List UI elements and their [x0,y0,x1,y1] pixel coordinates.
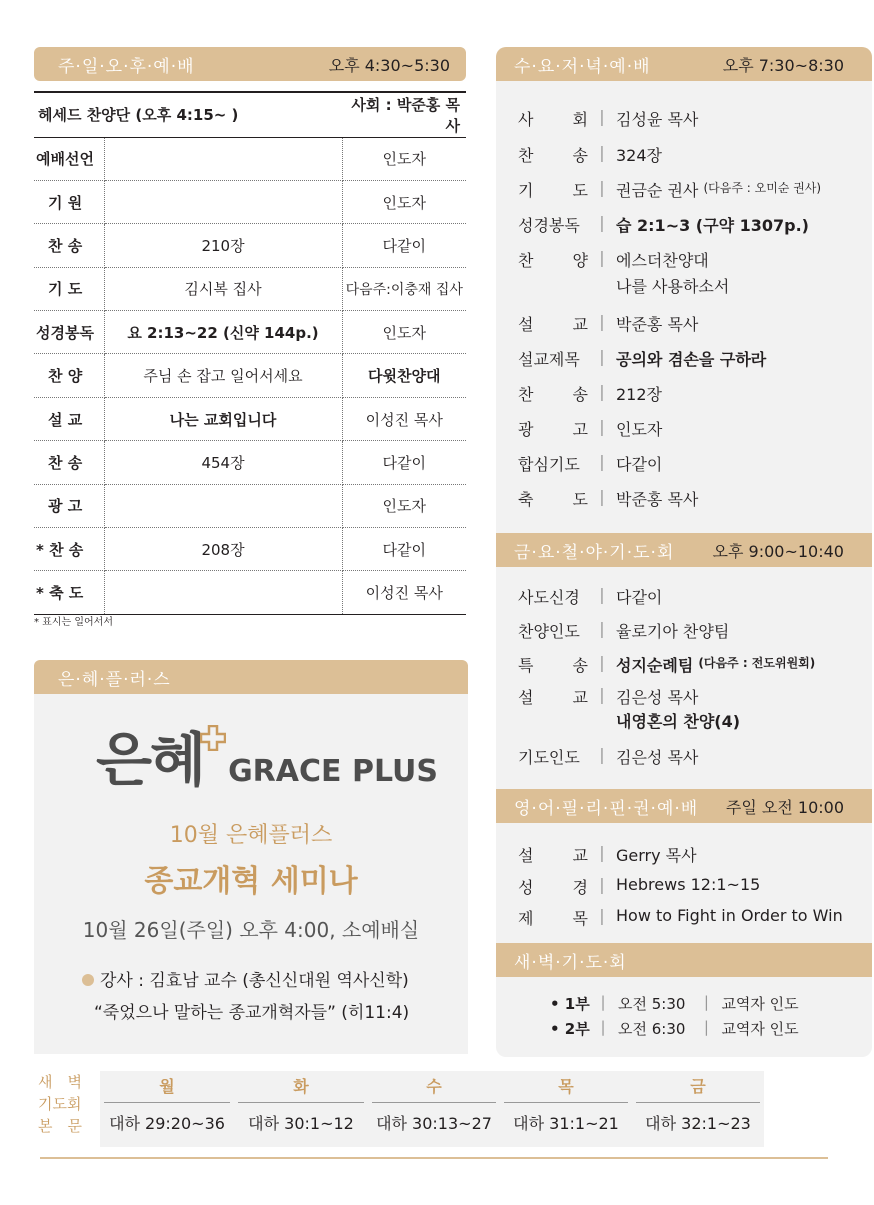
part-label: • 2부 [550,1020,590,1038]
list-item: 설교제목 | 공의와 겸손을 구하라 [518,347,767,369]
logo-korean: 은혜 [96,726,205,794]
table-row [34,354,466,397]
list-item: 설 교 | Gerry 목사 [518,843,697,865]
order-by: 다같이 [342,528,466,571]
order-by: 다같이 [342,441,466,484]
list-item: 사 회 | 김성윤 목사 [518,107,699,129]
list-item: • 1부 | 오전 5:30 | 교역자 인도 [550,993,799,1013]
part-time: 오전 6:30 [618,1020,686,1038]
list-item: 기 도 | 권금순 권사 (다음주 : 오미순 권사) [518,178,822,200]
order-label: 성경봉독 [34,311,104,354]
order-by: 인도자 [342,311,466,354]
list-item: 기도인도 | 김은성 목사 [518,745,699,767]
order-by: 다음주:이충재 집사 [342,267,466,310]
list-item: 성 경 | Hebrews 12:1~15 [518,875,761,897]
table-row [34,224,466,267]
list-item: 합심기도 | 다같이 [518,452,663,474]
item-value: 인도자 [616,420,663,439]
day-name: 목 [504,1071,628,1103]
seminar-title: 종교개혁 세미나 [144,864,358,899]
wednesday-service-title: 수·요·저·녁·예·배 [514,56,651,77]
order-by: 다윗찬양대 [342,354,466,397]
list-item: 찬 송 | 324장 [518,143,662,165]
item-label: 찬 송 [518,146,588,165]
order-by: 인도자 [342,484,466,527]
item-label: 축 도 [518,490,588,509]
day-reading: 대하 29:20~36 [109,1114,225,1133]
friday-service-title: 금·요·철·야·기·도·회 [514,542,675,563]
list-item: • 2부 | 오전 6:30 | 교역자 인도 [550,1018,799,1038]
item-label: 사 회 [518,110,588,129]
item-value: 다같이 [616,455,663,474]
list-item: 축 도 | 박준홍 목사 [518,487,699,509]
item-label: 기 도 [518,181,588,200]
list-item: 찬양인도 | 율로기아 찬양팀 [518,619,730,641]
day-reading: 대하 32:1~23 [645,1114,751,1133]
praise-team-label: 헤세드 찬양단 (오후 4:15~ ) [34,92,342,137]
item-note: (다음주 : 오미순 권사) [703,181,822,195]
dawn-prayer-title: 새·벽·기·도·회 [514,952,627,973]
order-label: 광 고 [34,484,104,527]
item-label: 성경봉독 [518,216,580,235]
readings-label-line: 새 벽 [38,1073,82,1091]
dawn-prayer-header [496,943,872,977]
item-label: 기도인도 [518,748,580,767]
reading-day [368,1071,500,1145]
english-service-header [496,789,872,823]
item-value: 김은성 목사 [616,688,699,707]
item-value: 율로기아 찬양팀 [616,622,730,641]
sunday-table-head [34,92,466,137]
item-value: 212장 [616,385,662,404]
readings-table [100,1071,764,1147]
item-value: 박준홍 목사 [616,315,699,334]
weekday-services-panel [496,47,872,1057]
friday-service-header [496,533,872,567]
order-label: 기 도 [34,267,104,310]
order-content: 454장 [104,441,342,484]
day-name: 금 [636,1071,760,1103]
part-leader: 교역자 인도 [721,1020,799,1038]
day-reading: 대하 31:1~21 [513,1114,619,1133]
readings-label-line: 본 문 [38,1117,82,1135]
list-item: 광 고 | 인도자 [518,417,663,439]
table-row [34,441,466,484]
list-item: 찬 송 | 212장 [518,382,662,404]
list-item: 찬 양 | 에스더찬양대 나를 사용하소서 [518,248,729,303]
part-time: 오전 5:30 [618,995,686,1013]
grace-plus-panel [34,694,468,1054]
item-label: 합심기도 [518,455,580,474]
item-label: 찬 송 [518,385,588,404]
item-value: 공의와 겸손을 구하라 [616,350,767,369]
day-reading: 대하 30:1~12 [248,1114,354,1133]
list-item: 특 송 | 성지순례팀 (다음주 : 전도위원회) [518,653,816,675]
reading-day [234,1071,368,1145]
item-value: 권금순 권사 [616,181,699,200]
item-label: 찬 양 [518,251,588,270]
list-item: 성경봉독 | 습 2:1~3 (구약 1307p.) [518,213,809,235]
order-label: * 축 도 [34,571,104,614]
table-row [34,571,466,614]
order-content: 주님 손 잡고 일어서세요 [104,354,342,397]
item-value: 성지순례팀 [616,656,694,675]
table-row [34,528,466,571]
order-by: 인도자 [342,180,466,223]
order-content: 210장 [104,224,342,267]
item-value: 박준홍 목사 [616,490,699,509]
sunday-service-time: 오후 4:30~5:30 [328,55,450,75]
list-item: 설 교 | 박준홍 목사 [518,312,699,334]
part-leader: 교역자 인도 [721,995,799,1013]
item-value: 다같이 [616,588,663,607]
seminar-subtitle: 10월 은혜플러스 [169,823,333,848]
item-value: 김성윤 목사 [616,110,699,129]
table-row [34,267,466,310]
item-label: 제 목 [518,909,588,928]
english-service-time: 주일 오전 10:00 [725,797,844,817]
reading-day [500,1071,632,1145]
sunday-order-table [34,91,466,615]
item-label: 설 교 [518,688,588,707]
item-value-2: 내영혼의 찬양(4) [616,712,741,731]
item-value-2: 나를 사용하소서 [616,277,730,296]
speaker-text: 강사 : 김효남 교수 (총신신대원 역사신학) [100,971,409,991]
seminar-date: 10월 26일(주일) 오후 4:00, 소예배실 [82,918,420,942]
wednesday-service-time: 오후 7:30~8:30 [722,55,844,75]
item-label: 광 고 [518,420,588,439]
item-label: 사도신경 [518,588,580,607]
item-value: 김은성 목사 [616,748,699,767]
table-row [34,311,466,354]
item-value: 324장 [616,146,662,165]
order-by: 이성진 목사 [342,397,466,440]
grace-plus-logo [96,726,438,794]
day-name: 화 [238,1071,364,1103]
presider-label: 사회 : 박준홍 목사 [342,92,466,137]
order-content [104,180,342,223]
wednesday-service-header [496,47,872,81]
reading-day [632,1071,764,1145]
grace-plus-title: 은·혜·플·러·스 [58,669,171,690]
seminar-speaker [82,966,409,991]
item-label: 설 교 [518,315,588,334]
item-label: 찬양인도 [518,622,580,641]
order-content [104,484,342,527]
day-name: 월 [104,1071,230,1103]
part-label: • 1부 [550,995,590,1013]
order-label: 설 교 [34,397,104,440]
bullet-icon [82,974,94,986]
list-item: 설 교 | 김은성 목사 내영혼의 찬양(4) [518,685,740,736]
order-label: 찬 양 [34,354,104,397]
item-label: 특 송 [518,656,588,675]
item-value: 에스더찬양대 [616,251,709,270]
order-content [104,137,342,180]
item-value: How to Fight in Order to Win [616,906,843,925]
item-value: 습 2:1~3 (구약 1307p.) [616,216,809,235]
table-row [34,137,466,180]
grace-plus-header [34,660,468,694]
order-by: 다같이 [342,224,466,267]
logo-english: GRACE PLUS [228,754,438,789]
table-row [34,180,466,223]
order-content: 요 2:13~22 (신약 144p.) [104,311,342,354]
item-label: 설교제목 [518,350,580,369]
order-label: * 찬 송 [34,528,104,571]
day-reading: 대하 30:13~27 [376,1114,492,1133]
bottom-divider [40,1157,828,1159]
plus-icon [200,724,226,759]
day-name: 수 [372,1071,496,1103]
sunday-service-header [34,47,466,81]
order-content: 나는 교회입니다 [104,397,342,440]
order-content: 김시복 집사 [104,267,342,310]
english-service-title: 영·어·필·리·핀·권·예·배 [514,798,699,819]
order-content: 208장 [104,528,342,571]
order-by: 이성진 목사 [342,571,466,614]
order-content [104,571,342,614]
item-note: (다음주 : 전도위원회) [698,656,816,670]
item-label: 성 경 [518,878,588,897]
reading-day [100,1071,234,1145]
order-label: 기 원 [34,180,104,223]
item-label: 설 교 [518,846,588,865]
order-label: 찬 송 [34,441,104,484]
sunday-service-title: 주·일·오·후·예·배 [58,56,195,77]
list-item: 사도신경 | 다같이 [518,585,663,607]
list-item: 제 목 | How to Fight in Order to Win [518,906,843,928]
order-label: 예배선언 [34,137,104,180]
item-value: Hebrews 12:1~15 [616,875,761,894]
seminar-talk-title: “죽었으나 말하는 종교개혁자들” (히11:4) [94,1003,410,1023]
item-value: Gerry 목사 [616,846,697,865]
readings-label [38,1071,82,1137]
standing-footnote: * 표시는 일어서서 [34,617,113,628]
friday-service-time: 오후 9:00~10:40 [712,541,844,561]
table-row [34,397,466,440]
readings-label-line: 기도회 [38,1095,82,1113]
order-label: 찬 송 [34,224,104,267]
table-row [34,484,466,527]
order-by: 인도자 [342,137,466,180]
